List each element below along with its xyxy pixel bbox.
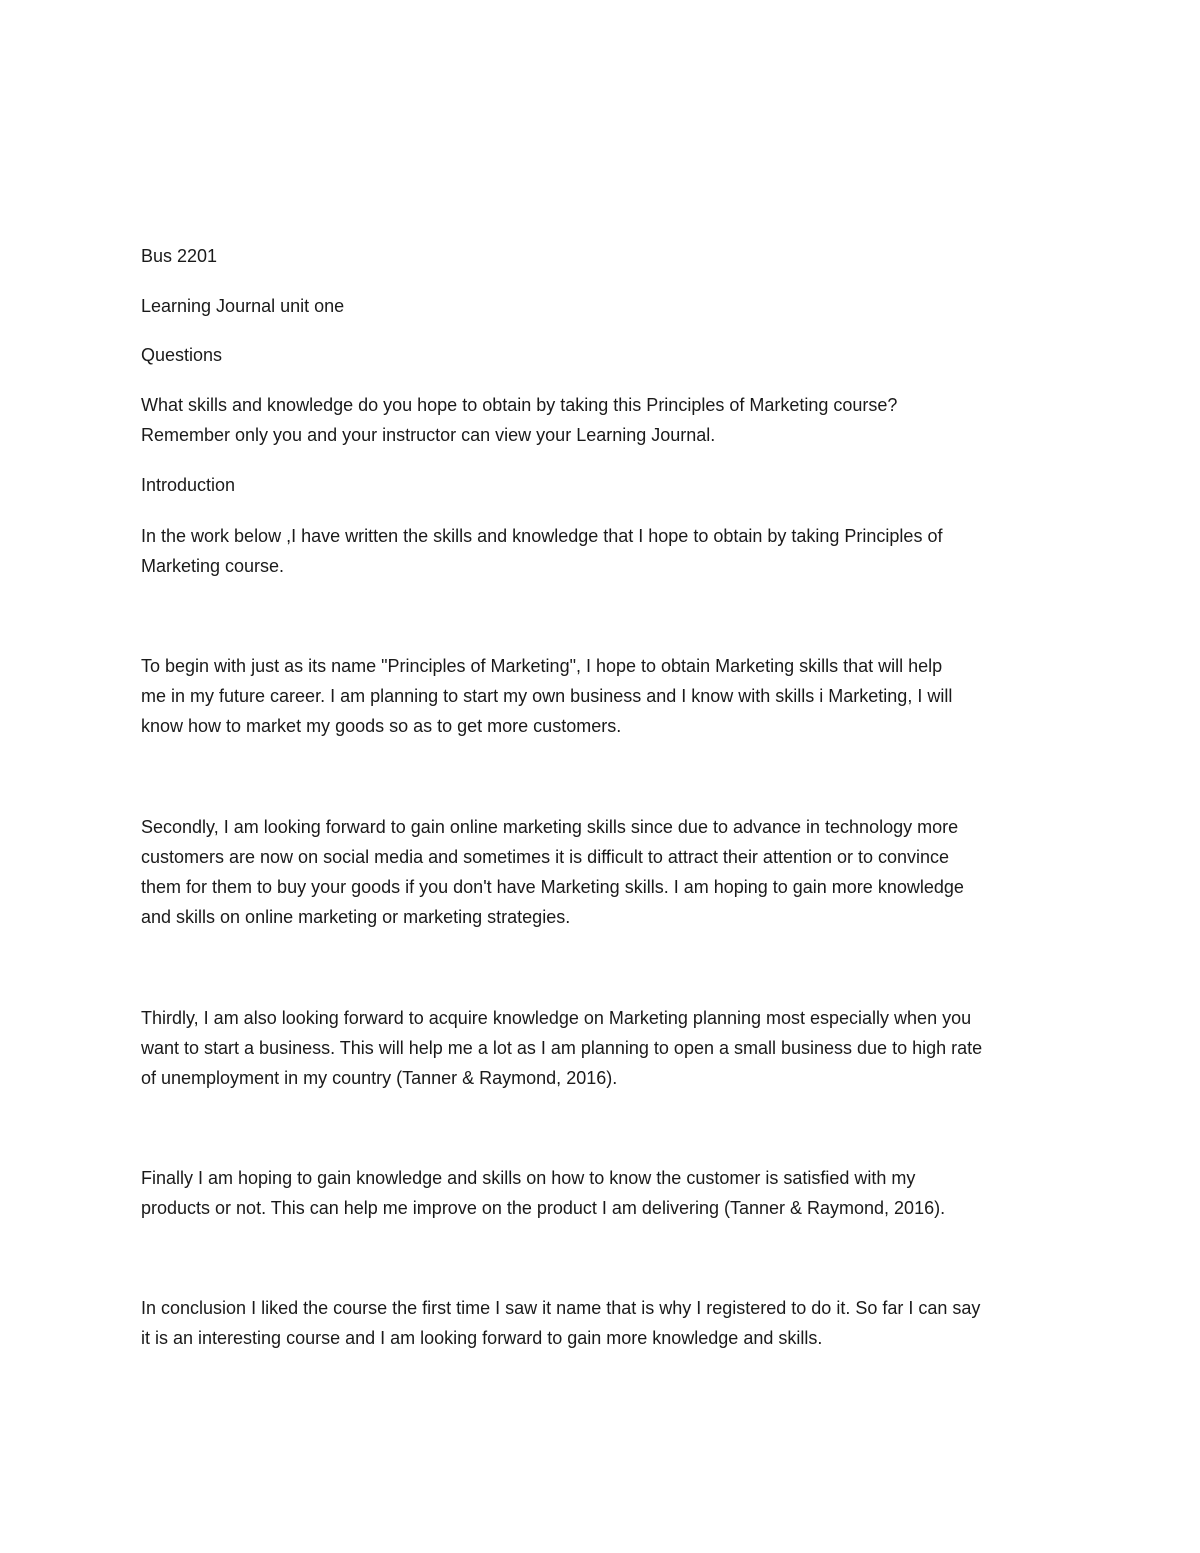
question-line: What skills and knowledge do you hope to obtain by taking this Principles of Marketing course?: [141, 395, 898, 415]
paragraph-line: of unemployment in my country (Tanner & Raymond, 2016).: [141, 1068, 618, 1088]
paragraph-line: Secondly, I am looking forward to gain online marketing skills since due to advance in technology more: [141, 817, 959, 837]
questions-heading-text: Questions: [141, 345, 223, 365]
paragraph-line: want to start a business. This will help me a lot as I am planning to open a small business due to high rate: [141, 1038, 983, 1058]
journal-title-text: Learning Journal unit one: [141, 296, 345, 316]
intro-paragraph: [141, 521, 1071, 581]
paragraph-line: Finally I am hoping to gain knowledge and skills on how to know the customer is satisfied with my: [141, 1168, 916, 1188]
paragraph-line: In conclusion I liked the course the first time I saw it name that is why I registered to do it. So far I can say: [141, 1298, 981, 1318]
course-code-text: Bus 2201: [141, 246, 218, 266]
paragraph-line: me in my future career. I am planning to start my own business and I know with skills i Marketing, I will: [141, 686, 953, 706]
paragraph-line: Thirdly, I am also looking forward to acquire knowledge on Marketing planning most especially when you: [141, 1008, 972, 1028]
course-code: [141, 241, 1071, 271]
intro-line: Marketing course.: [141, 556, 285, 576]
paragraph-finally: [141, 1163, 1071, 1223]
questions-heading: [141, 340, 1071, 370]
paragraph-secondly: [141, 812, 1071, 932]
introduction-heading: [141, 470, 1071, 500]
question-line: Remember only you and your instructor can view your Learning Journal.: [141, 425, 716, 445]
paragraph-begin: [141, 651, 1071, 741]
journal-title: [141, 291, 1071, 321]
question-paragraph: [141, 390, 1071, 450]
paragraph-line: and skills on online marketing or marketing strategies.: [141, 907, 571, 927]
paragraph-line: products or not. This can help me improve on the product I am delivering (Tanner & Raymond, 2016).: [141, 1198, 946, 1218]
paragraph-line: customers are now on social media and sometimes it is difficult to attract their attention or to convince: [141, 847, 950, 867]
paragraph-line: To begin with just as its name "Principles of Marketing", I hope to obtain Marketing skills that will help: [141, 656, 943, 676]
intro-line: In the work below ,I have written the skills and knowledge that I hope to obtain by taking Principles of: [141, 526, 943, 546]
paragraph-line: know how to market my goods so as to get more customers.: [141, 716, 622, 736]
paragraph-thirdly: [141, 1003, 1071, 1093]
paragraph-line: it is an interesting course and I am looking forward to gain more knowledge and skills.: [141, 1328, 823, 1348]
paragraph-line: them for them to buy your goods if you don't have Marketing skills. I am hoping to gain more knowledge: [141, 877, 964, 897]
introduction-heading-text: Introduction: [141, 475, 236, 495]
paragraph-conclusion: [141, 1293, 1071, 1353]
